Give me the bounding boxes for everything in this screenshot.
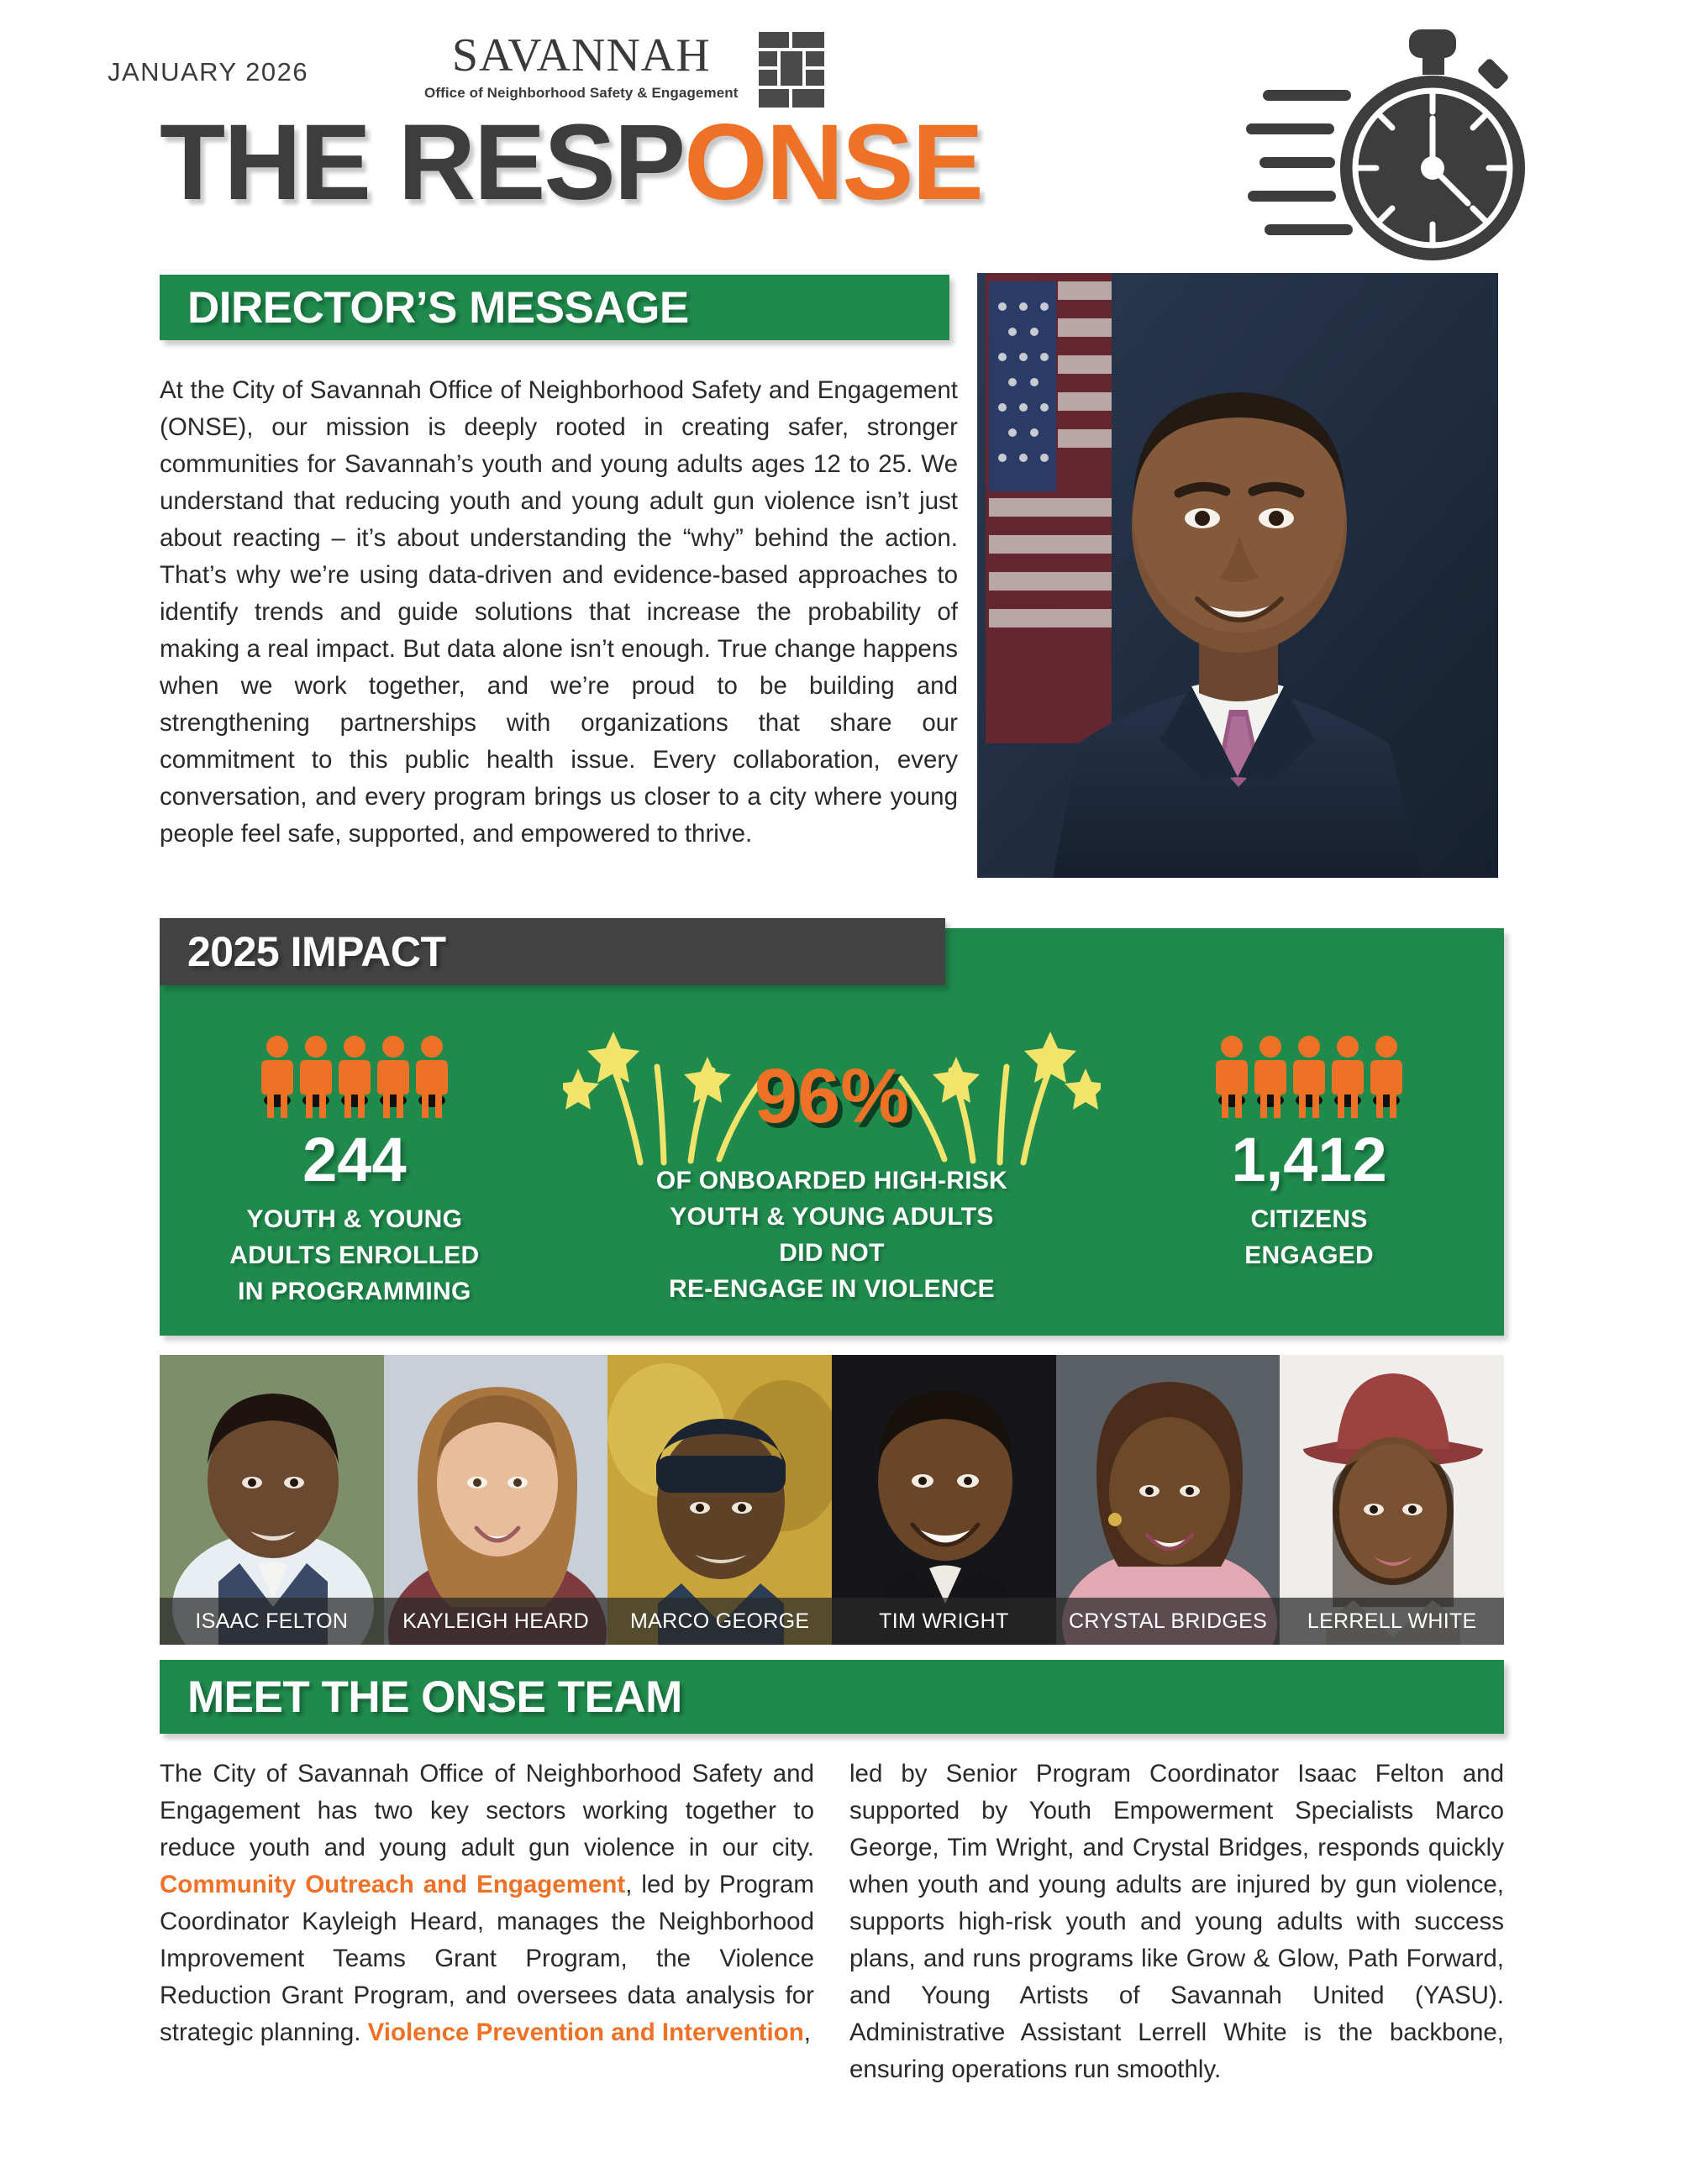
team-photo-strip xyxy=(160,1355,1504,1645)
directors-message-title: DIRECTOR’S MESSAGE xyxy=(187,282,689,333)
directors-message-banner xyxy=(160,275,949,340)
stopwatch-speed-icon xyxy=(1223,13,1525,265)
impact-stat-number: 1,412 xyxy=(1231,1125,1387,1194)
city-logo xyxy=(424,29,824,108)
meet-the-team-title: MEET THE ONSE TEAM xyxy=(187,1672,682,1722)
team-member-card xyxy=(607,1355,832,1645)
team-description-right-column: led by Senior Program Coordinator Isaac Felton and supported by Youth Empowerment Specialists Marco George, Tim Wright, and Crystal Bridges, responds quickly when youth and young adults are injured by gun violence, supports high-risk youth and young adults with success plans, and runs programs like Grow & Glow, Path Forward, and Young Artists of Savannah United (YASU). Administrative Assistant Lerrell White is the backbone, ensuring operations run smoothly. xyxy=(849,1760,1504,2083)
city-logo-subtitle: Office of Neighborhood Safety & Engagement xyxy=(424,85,739,101)
impact-stat-number: 244 xyxy=(302,1125,407,1194)
meet-the-team-banner xyxy=(160,1660,1504,1734)
director-portrait-photo xyxy=(977,273,1498,878)
team-member-name: TIM WRIGHT xyxy=(879,1609,1009,1633)
team-description-left-column xyxy=(160,1756,814,2088)
team-member-name: KAYLEIGH HEARD xyxy=(402,1609,589,1633)
team-member-card xyxy=(1056,1355,1280,1645)
people-group-icon xyxy=(1214,1033,1404,1124)
team-text-part1: The City of Savannah Office of Neighborhood Safety and Engagement has two key sectors working together to reduce youth and young adult gun violence in our city. xyxy=(160,1760,814,1861)
team-member-name-bar xyxy=(160,1598,384,1645)
page-title-dark: THE RESP xyxy=(160,102,685,223)
team-member-name: CRYSTAL BRIDGES xyxy=(1069,1609,1268,1633)
team-text-part2: , led by Program Coordinator Kayleigh Heard, manages the Neighborhood Improvement Teams Grant Program, the Violence Reduction Grant Program, and oversees data analysis for strategic planning. xyxy=(160,1871,814,2046)
team-member-card xyxy=(384,1355,608,1645)
brick-grid-icon xyxy=(759,32,824,108)
impact-banner xyxy=(160,918,945,985)
masthead xyxy=(0,0,1688,260)
team-text-part3: , xyxy=(803,2019,811,2046)
impact-stat xyxy=(160,1033,550,1336)
team-member-name: MARCO GEORGE xyxy=(630,1609,810,1633)
impact-title: 2025 IMPACT xyxy=(187,928,446,975)
team-description-columns xyxy=(160,1756,1504,2088)
city-logo-wordmark xyxy=(424,29,739,102)
team-member-name: LERRELL WHITE xyxy=(1307,1609,1477,1633)
team-member-name-bar xyxy=(1280,1598,1504,1645)
team-member-card xyxy=(1280,1355,1504,1645)
impact-stat-label: OF ONBOARDED HIGH-RISK YOUTH & YOUNG ADULTS DID NOT RE-ENGAGE IN VIOLENCE xyxy=(655,1167,1008,1303)
team-member-name-bar xyxy=(1056,1598,1280,1645)
page-title xyxy=(160,102,982,223)
people-group-icon xyxy=(260,1033,450,1124)
title-row xyxy=(0,102,1688,244)
team-member-name-bar xyxy=(607,1598,832,1645)
team-member-card xyxy=(160,1355,384,1645)
team-highlight-community-outreach: Community Outreach and Engagement xyxy=(160,1871,626,1898)
impact-stats-row xyxy=(160,1033,1504,1336)
team-member-name: ISAAC FELTON xyxy=(195,1609,349,1633)
impact-stat-label: YOUTH & YOUNG ADULTS ENROLLED IN PROGRAMMING xyxy=(229,1205,480,1305)
firework-burst-icon xyxy=(563,1033,1101,1159)
team-member-name-bar xyxy=(832,1598,1056,1645)
impact-stat xyxy=(550,1033,1114,1336)
impact-stat xyxy=(1114,1033,1504,1336)
team-member-card xyxy=(832,1355,1056,1645)
directors-message-body: At the City of Savannah Office of Neighborhood Safety and Engagement (ONSE), our mission is deeply rooted in creating safer, stronger communities for Savannah’s youth and young adults ages 12 to 25. We understand that reducing youth and young adult gun violence isn’t just about reacting – it’s about understanding the “why” behind the action. That’s why we’re using data-driven and evidence-based approaches to identify trends and guide solutions that increase the probability of making a real impact. But data alone isn’t enough. True change happens when we work together, and we’re proud to be building and strengthening partnerships with organizations that share our commitment to this public health issue. Every collaboration, every conversation, and every program brings us closer to a city where young people feel safe, supported, and empowered to thrive. xyxy=(160,376,958,848)
team-highlight-violence-prevention: Violence Prevention and Intervention xyxy=(367,2019,804,2046)
team-member-name-bar xyxy=(384,1598,608,1645)
page-title-orange: ONSE xyxy=(684,102,982,223)
city-logo-name: SAVANNAH xyxy=(451,29,711,81)
impact-stat-label: CITIZENS ENGAGED xyxy=(1244,1205,1375,1269)
issue-date: JANUARY 2026 xyxy=(108,57,309,87)
impact-stat-number: 96% xyxy=(754,1053,910,1139)
